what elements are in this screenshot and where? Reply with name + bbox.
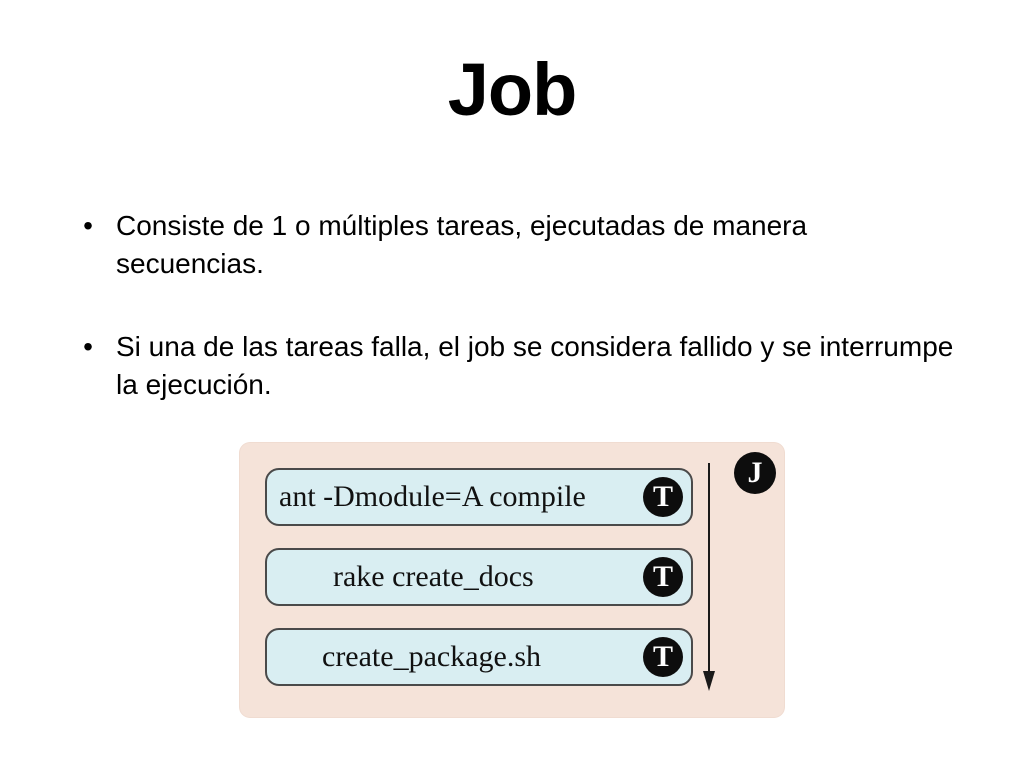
bullet-marker: • xyxy=(83,331,93,362)
bullet-item-failure xyxy=(78,328,958,404)
task-box-docs xyxy=(265,548,693,606)
slide-title: Job xyxy=(447,48,577,131)
task-badge: T xyxy=(643,637,683,677)
task-badge: T xyxy=(643,477,683,517)
bullet-marker: • xyxy=(83,210,93,241)
job-diagram xyxy=(240,443,784,717)
bullet-list xyxy=(78,207,958,449)
bullet-item-tasks xyxy=(78,207,958,283)
task-label: rake create_docs xyxy=(333,560,534,593)
task-badge: T xyxy=(643,557,683,597)
down-arrow-icon xyxy=(698,463,720,693)
bullet-text: Si una de las tareas falla, el job se considera fallido y se interrumpe la ejecución. xyxy=(116,331,954,400)
bullet-text: Consiste de 1 o múltiples tareas, ejecutadas de manera secuencias. xyxy=(116,210,808,279)
task-box-compile xyxy=(265,468,693,526)
task-label: create_package.sh xyxy=(322,640,542,673)
job-badge: J xyxy=(734,452,776,494)
task-label: ant -Dmodule=A compile xyxy=(279,480,586,513)
task-box-package xyxy=(265,628,693,686)
